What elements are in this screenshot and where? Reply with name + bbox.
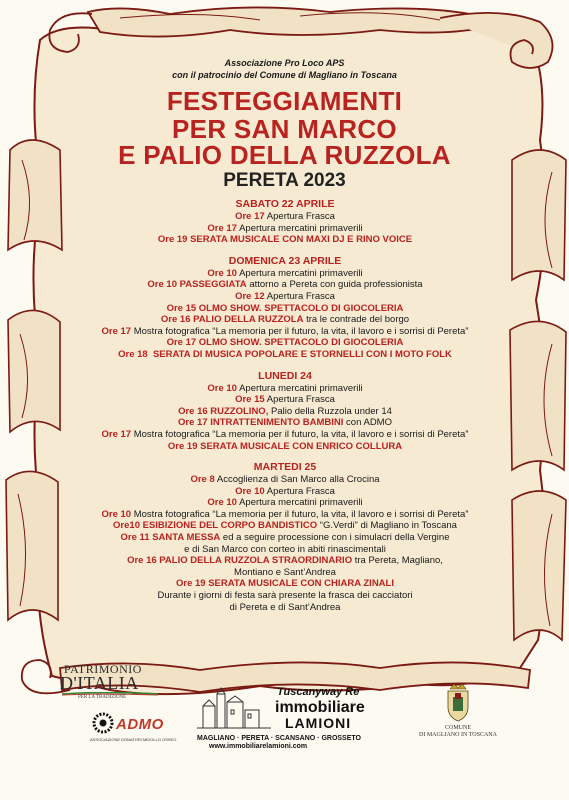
event-time: Ore 16 <box>178 405 208 417</box>
event-time: Ore 10 <box>207 267 237 279</box>
event-highlight: OLMO SHOW. SPETTACOLO DI GIOCOLERIA <box>196 302 404 314</box>
place-year: PERETA 2023 <box>223 170 346 191</box>
event-line <box>40 234 530 246</box>
event-highlight: SERATA MUSICALE CON CHIARA ZINALI <box>205 578 394 590</box>
event-line <box>40 406 530 418</box>
event-description: Mostra fotografica “La memoria per il futuro, la vita, il lavoro e i sorrisi di Pereta” <box>131 428 469 440</box>
association-name: Associazione Pro Loco APS <box>224 58 345 68</box>
event-time: Ore 17 <box>101 325 132 337</box>
event-description: Apertura Frasca <box>264 485 335 497</box>
event-line <box>40 429 530 441</box>
immobiliare-lamioni-logo <box>193 684 398 754</box>
day-heading: MARTEDI 25 <box>253 461 317 474</box>
top-scroll-roll <box>88 7 482 36</box>
event-time: Ore 19 <box>176 578 206 590</box>
patrimonio-subtitle: PER LA TRADIZIONE <box>78 695 127 700</box>
event-description: tra le contrade del borgo <box>303 314 410 326</box>
event-time: Ore 15 <box>235 394 265 406</box>
event-description: “G.Verdi” di Magliano in Toscana <box>317 520 457 532</box>
title-line-3: E PALIO DELLA RUZZOLA <box>118 140 451 170</box>
event-line <box>40 337 530 349</box>
event-line <box>40 291 530 303</box>
event-description: e di San Marco con corteo in abiti rinascimentali <box>184 543 386 555</box>
event-time: Ore 10 <box>207 382 237 394</box>
event-highlight: ESIBIZIONE DEL CORPO BANDISTICO <box>139 520 318 532</box>
day-heading: SABATO 22 APRILE <box>235 198 335 210</box>
day-spacer <box>40 452 530 461</box>
event-line <box>40 567 530 579</box>
website-link[interactable]: www.immobiliarelamioni.com <box>209 743 308 750</box>
admo-logo <box>88 712 183 742</box>
event-line <box>40 326 530 338</box>
patronage-text: con il patrocinio del Comune di Magliano in Toscana <box>172 70 397 80</box>
event-time: Ore 10 <box>207 497 237 509</box>
event-line <box>40 578 530 590</box>
patrimonio-italia-logo <box>60 662 160 702</box>
event-highlight: PALIO DELLA RUZZOLA <box>190 314 304 326</box>
event-line <box>40 279 530 291</box>
event-line <box>40 349 530 361</box>
event-time: Ore 10 <box>147 279 177 291</box>
event-line <box>40 383 530 395</box>
event-time: Ore 19 <box>167 440 198 452</box>
admo-subtitle: ASSOCIAZIONE DONATORI MIDOLLO OSSEO <box>90 737 177 742</box>
lamioni-text: LAMIONI <box>285 715 352 731</box>
event-line <box>40 590 530 602</box>
event-line <box>40 394 530 406</box>
event-time: Ore 17 <box>178 417 208 429</box>
coat-of-arms-icon <box>444 683 472 723</box>
event-description: Mostra fotografica “La memoria per il futuro, la vita, il lavoro e i sorrisi di Pereta” <box>131 325 469 337</box>
event-highlight: SERATA DI MUSICA POPOLARE E STORNELLI CON I MOTO FOLK <box>147 348 452 360</box>
event-time: Ore 12 <box>235 290 265 302</box>
event-description: Apertura mercatini primaverili <box>236 222 363 234</box>
program-schedule <box>40 198 530 613</box>
event-time: Ore 15 <box>166 302 197 314</box>
event-description: Apertura Frasca <box>264 211 335 222</box>
event-description: Apertura Frasca <box>264 394 335 406</box>
event-line <box>40 303 530 315</box>
day-heading: DOMENICA 23 APRILE <box>228 254 342 267</box>
day-spacer <box>40 361 530 370</box>
event-description: Apertura Frasca <box>264 290 335 302</box>
event-line <box>40 223 530 235</box>
comune-label: COMUNE <box>444 725 471 731</box>
event-description: Mostra fotografica “La memoria per il futuro, la vita, il lavoro e i sorrisi di Pereta” <box>131 508 469 520</box>
event-description: di Pereta e di Sant’Andrea <box>229 601 341 613</box>
event-time: Ore 17 <box>207 222 237 234</box>
event-description: ed a seguire processione con i simulacri della Vergine <box>220 532 450 544</box>
admo-name: ADMO <box>116 716 164 733</box>
event-line <box>40 602 530 614</box>
event-description: Apertura mercatini primaverili <box>236 267 363 279</box>
event-line <box>40 474 530 486</box>
event-line <box>40 417 530 429</box>
event-line <box>40 268 530 280</box>
day-heading: LUNEDI 24 <box>258 369 312 382</box>
italia-text: D'ITALIA <box>60 673 139 693</box>
event-line <box>40 509 530 521</box>
towns-list: MAGLIANO · PERETA · SCANSANO · GROSSETO <box>197 735 361 742</box>
event-time: Ore 19 <box>157 234 188 246</box>
event-line <box>40 497 530 509</box>
event-line <box>40 555 530 567</box>
event-description: con ADMO <box>343 417 392 429</box>
day-spacer <box>40 246 530 255</box>
event-description: Palio della Ruzzola under 14 <box>268 405 392 417</box>
event-highlight: SANTA MESSA <box>149 532 221 544</box>
event-highlight: RUZZOLINO, <box>207 405 269 417</box>
event-line <box>40 314 530 326</box>
title-line-1: FESTEGGIAMENTI <box>166 86 403 116</box>
immobiliare-text: immobiliare <box>275 699 365 716</box>
comune-name: DI MAGLIANO IN TOSCANA <box>419 732 497 738</box>
comune-magliano-logo <box>408 683 528 743</box>
event-highlight: PASSEGGIATA <box>177 279 247 291</box>
event-time: Ore 18 <box>118 348 148 360</box>
event-highlight: PALIO DELLA RUZZOLA STRAORDINARIO <box>156 555 353 567</box>
event-time: Ore 10 <box>101 508 132 520</box>
event-time: Ore 16 <box>127 555 157 567</box>
event-description: Accoglienza di San Marco alla Crocina <box>214 474 380 486</box>
event-description: tra Pereta, Magliano, <box>352 555 443 567</box>
event-line <box>40 211 530 223</box>
event-time: Ore 17 <box>166 337 197 349</box>
admo-ring-icon <box>92 712 114 734</box>
event-line <box>40 441 530 453</box>
event-highlight: SERATA MUSICALE CON ENRICO COLLURA <box>197 440 403 452</box>
event-line <box>40 520 530 532</box>
event-highlight: SERATA MUSICALE CON MAXI DJ E RINO VOICE <box>187 234 413 246</box>
event-highlight: INTRATTENIMENTO BAMBINI <box>207 417 344 429</box>
event-time: Ore 17 <box>235 211 265 222</box>
event-highlight: OLMO SHOW. SPETTACOLO DI GIOCOLERIA <box>196 337 404 349</box>
event-line <box>40 544 530 556</box>
event-time: Ore 11 <box>120 532 150 544</box>
event-time: Ore 8 <box>190 474 215 486</box>
event-time: Ore 17 <box>101 428 132 440</box>
event-description: Apertura mercatini primaverili <box>236 382 363 394</box>
village-sketch-icon <box>195 684 275 734</box>
event-time: Ore10 <box>113 520 140 532</box>
event-time: Ore 10 <box>235 485 265 497</box>
patrimonio-text: PATRIMONIO <box>64 662 142 676</box>
event-line <box>40 532 530 544</box>
event-time: Ore 16 <box>160 314 191 326</box>
event-description: Durante i giorni di festa sarà presente la frasca dei cacciatori <box>157 590 413 602</box>
event-line <box>40 486 530 498</box>
title-line-2: PER SAN MARCO <box>172 114 397 144</box>
tuscanyway-text: Tuscanyway Re <box>277 686 360 698</box>
event-description: Montiano e Sant’Andrea <box>234 566 336 578</box>
event-description: Apertura mercatini primaverili <box>236 497 363 509</box>
event-description: attorno a Pereta con guida professionista <box>246 279 423 291</box>
